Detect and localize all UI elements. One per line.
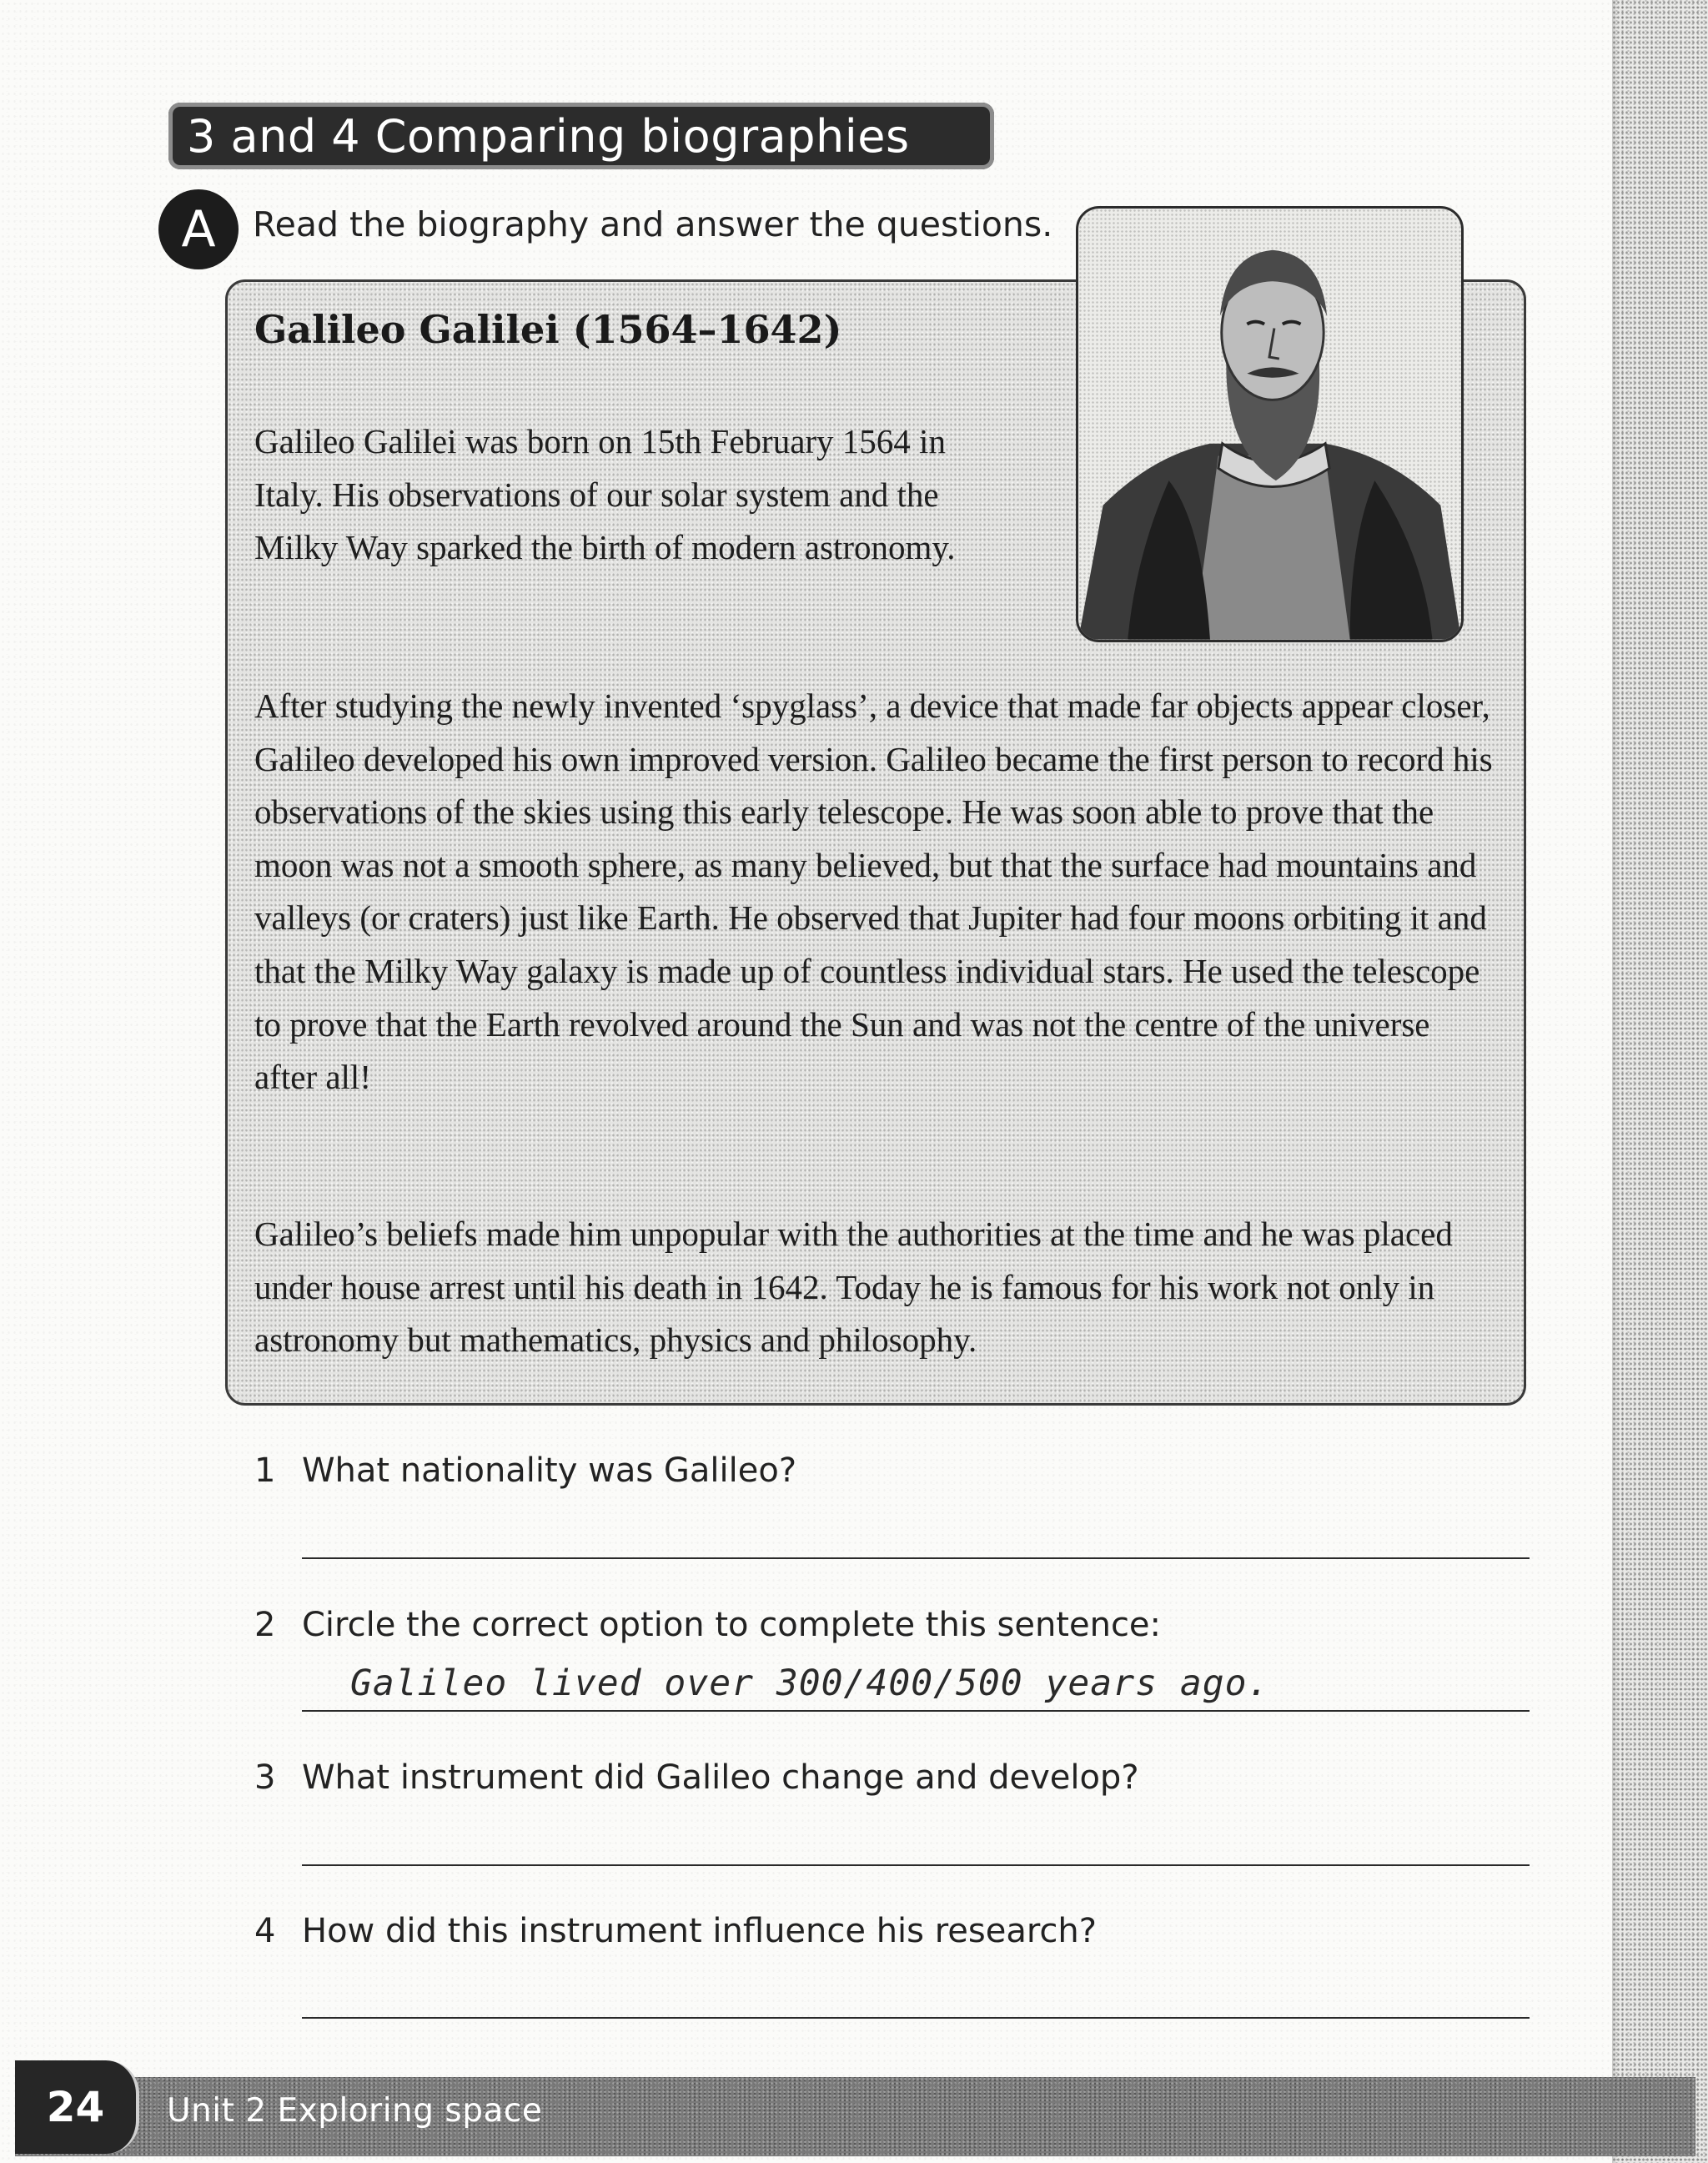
biography-paragraph-3: Galileo’s beliefs made him unpopular with the authorities at the time and he was placed under house arrest until his death in 1642. Today he is famous for his work not only in astronomy but mathematics, physics and philosophy. <box>254 1215 1453 1360</box>
question-4-answer-line[interactable] <box>302 2017 1530 2019</box>
question-3-number: 3 <box>254 1758 276 1797</box>
question-2-text: Circle the correct option to complete this sentence: <box>302 1606 1162 1644</box>
question-1-text: What nationality was Galileo? <box>302 1451 797 1490</box>
question-1-number: 1 <box>254 1451 276 1490</box>
question-2-handwritten-answer: Galileo lived over 300/400/500 years ago. <box>350 1662 1270 1704</box>
section-title-banner <box>168 103 994 169</box>
question-3-text: What instrument did Galileo change and develop? <box>302 1758 1139 1797</box>
question-3-answer-line[interactable] <box>302 1864 1530 1866</box>
portrait-illustration <box>1078 209 1461 640</box>
question-4-text: How did this instrument influence his research? <box>302 1912 1097 1950</box>
question-1-answer-line[interactable] <box>302 1557 1530 1559</box>
biography-heading: Galileo Galilei (1564–1642) <box>254 307 842 352</box>
page-number-tab <box>15 2060 139 2154</box>
activity-instruction: Read the biography and answer the questions. <box>253 204 1053 244</box>
question-2-number: 2 <box>254 1606 276 1644</box>
galileo-portrait <box>1076 206 1464 642</box>
page-number: 24 <box>46 2083 105 2131</box>
question-2-answer-line[interactable] <box>302 1710 1530 1712</box>
section-title: 3 and 4 Comparing biographies <box>187 109 910 163</box>
biography-paragraph-1: Galileo Galilei was born on 15th February 1564 in Italy. His observations of our solar system and the Milky Way sparked the birth of modern astronomy. <box>254 422 956 567</box>
question-4-number: 4 <box>254 1912 276 1950</box>
biography-paragraph-2: After studying the newly invented ‘spyglass’, a device that made far objects appear closer, Galileo developed his own improved version. Galileo became the first person to record his observations of the skies using this early telescope. He was soon able to prove that the moon was not a smooth sphere, as many believed, but that the surface had mountains and valleys (or craters) just like Earth. He observed that Jupiter had four moons orbiting it and that the Milky Way galaxy is made up of countless individual stars. He used the telescope to prove that the Earth revolved around the Sun and was not the centre of the universe after all! <box>254 687 1493 1097</box>
page-edge-shadow <box>1612 0 1708 2163</box>
unit-label: Unit 2 Exploring space <box>167 2092 543 2130</box>
activity-badge: A <box>158 189 239 269</box>
